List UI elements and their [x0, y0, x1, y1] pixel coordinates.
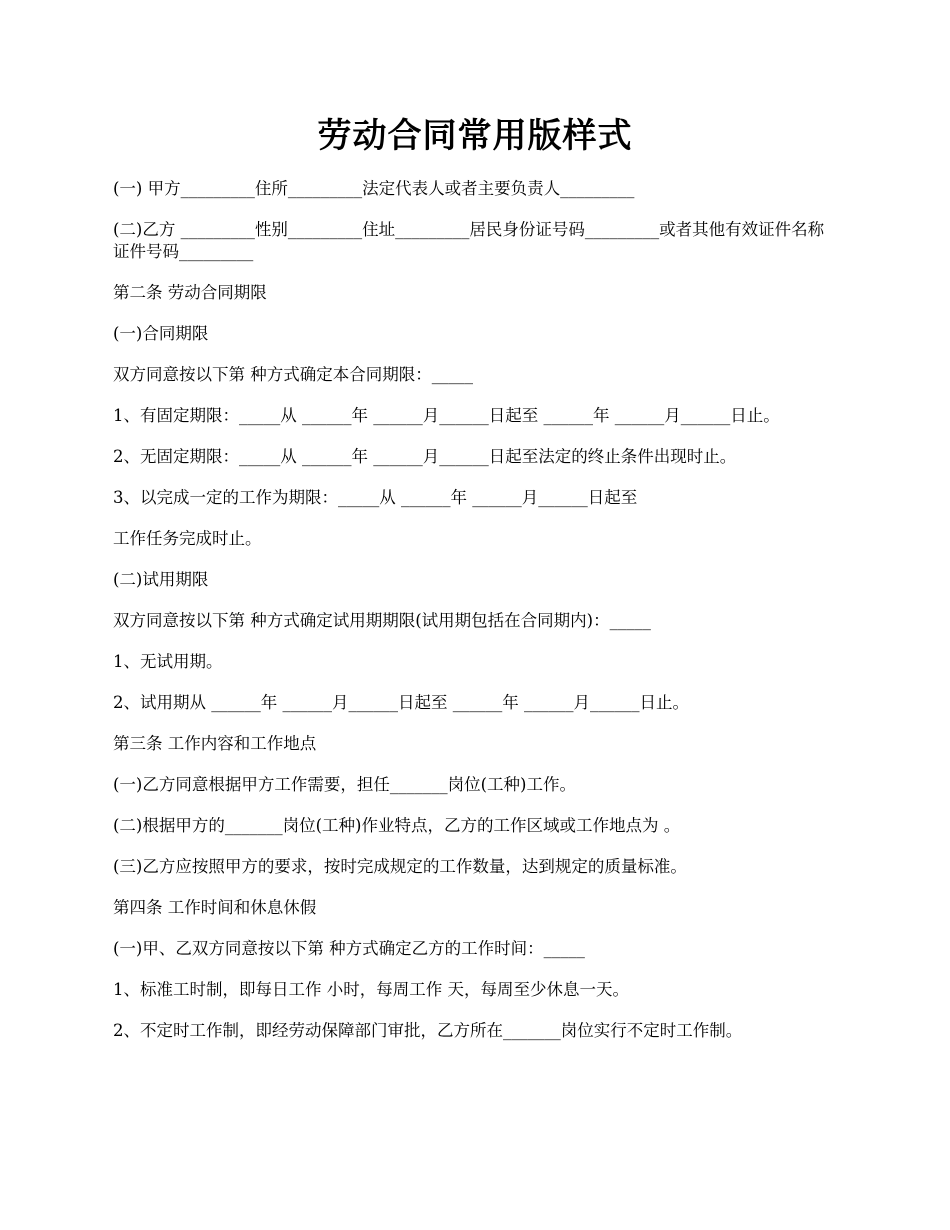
contract-term-heading: (一)合同期限: [113, 324, 209, 343]
paragraph-party-a: (一) 甲方_________住所_________法定代表人或者主要负责人_________: [113, 179, 635, 198]
article-4-heading: 第四条 工作时间和休息休假: [113, 898, 317, 917]
probation-period-option: 2、试用期从 ______年 ______月______日起至 ______年 ______月______日止。: [113, 693, 689, 712]
flexible-hours-option: 2、不定时工作制，即经劳动保障部门审批，乙方所在_______岗位实行不定时工作制。: [113, 1021, 743, 1040]
standard-hours-option: 1、标准工时制，即每日工作 小时，每周工作 天，每周至少休息一天。: [113, 980, 629, 999]
working-hours-choice: (一)甲、乙双方同意按以下第 种方式确定乙方的工作时间：_____: [113, 939, 585, 958]
probation-choice: 双方同意按以下第 种方式确定试用期期限(试用期包括在合同期内)：_____: [113, 611, 651, 630]
work-quality-clause: (三)乙方应按照甲方的要求，按时完成规定的工作数量，达到规定的质量标准。: [113, 857, 687, 876]
document-body: [113, 178, 843, 1061]
job-position-clause: (一)乙方同意根据甲方工作需要，担任_______岗位(工种)工作。: [113, 775, 576, 794]
task-term-continuation: 工作任务完成时止。: [113, 529, 262, 548]
work-location-clause: (二)根据甲方的_______岗位(工种)作业特点，乙方的工作区域或工作地点为 。: [113, 816, 681, 835]
task-term-option: 3、以完成一定的工作为期限：_____从 ______年 ______月______日起至: [113, 488, 638, 507]
probation-heading: (二)试用期限: [113, 570, 209, 589]
document-title: 劳动合同常用版样式: [317, 116, 633, 156]
fixed-term-option: 1、有固定期限：_____从 ______年 ______月______日起至 ______年 ______月______日止。: [113, 406, 780, 425]
article-3-heading: 第三条 工作内容和工作地点: [113, 734, 317, 753]
article-2-heading: 第二条 劳动合同期限: [113, 283, 267, 302]
contract-term-choice: 双方同意按以下第 种方式确定本合同期限：_____: [113, 365, 473, 384]
open-term-option: 2、无固定期限：_____从 ______年 ______月______日起至法定的终止条件出现时止。: [113, 447, 737, 466]
no-probation-option: 1、无试用期。: [113, 652, 223, 671]
paragraph-party-b: (二)乙方 _________性别_________住址_________居民身份证号码_________或者其他有效证件名称 证件号码_________: [113, 220, 825, 261]
